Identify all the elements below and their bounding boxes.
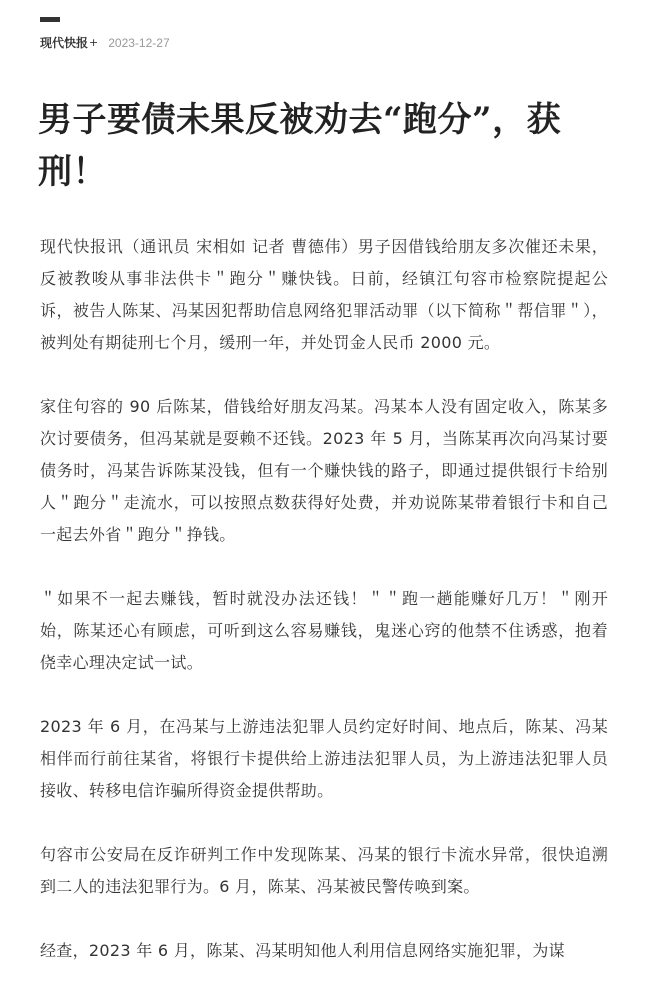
source-name[interactable]: 现代快报 bbox=[40, 36, 89, 50]
paragraph: ＂如果不一起去赚钱，暂时就没办法还钱！＂＂跑一趟能赚好几万！＂刚开始，陈某还心有顾虑，可听到这么容易赚钱，鬼迷心窍的他禁不住诱惑，抱着侥幸心理决定试一试。 bbox=[40, 589, 608, 672]
paragraph: 2023 年 6 月，在冯某与上游违法犯罪人员约定好时间、地点后，陈某、冯某相伴而行前往某省，将银行卡提供给上游违法犯罪人员，为上游违法犯罪人员接收、转移电信诈骗所得资金提供帮助。 bbox=[40, 717, 608, 800]
paragraph: 家住句容的 90 后陈某，借钱给好朋友冯某。冯某本人没有固定收入，陈某多次讨要债务，但冯某就是耍赖不还钱。2023 年 5 月，当陈某再次向冯某讨要债务时，冯某告诉陈某没钱，但有一个赚快钱的路子，即通过提供银行卡给别人＂跑分＂走流水，可以按照点数获得好处费，并劝说陈某带着银行卡和自己一起去外省＂跑分＂挣钱。 bbox=[40, 397, 608, 544]
paragraph: 经查，2023 年 6 月，陈某、冯某明知他人利用信息网络实施犯罪，为谋 bbox=[40, 941, 565, 960]
article-meta bbox=[40, 35, 170, 51]
article-body bbox=[40, 231, 608, 999]
article-title: 男子要债未果反被劝去“跑分”，获刑！ bbox=[38, 100, 562, 192]
publish-date: 2023-12-27 bbox=[108, 36, 170, 50]
paragraph: 现代快报讯（通讯员 宋相如 记者 曹德伟）男子因借钱给朋友多次催还未果，反被教唆从事非法供卡＂跑分＂赚快钱。日前，经镇江句容市检察院提起公诉，被告人陈某、冯某因犯帮助信息网络犯罪活动罪（以下简称＂帮信罪＂），被判处有期徒刑七个月，缓刑一年，并处罚金人民币 2000 元。 bbox=[40, 237, 608, 352]
paragraph: 句容市公安局在反诈研判工作中发现陈某、冯某的银行卡流水异常，很快追溯到二人的违法犯罪行为。6 月，陈某、冯某被民警传唤到案。 bbox=[40, 845, 608, 896]
header-accent-bar bbox=[40, 17, 60, 22]
follow-plus-icon[interactable]: + bbox=[89, 36, 99, 49]
